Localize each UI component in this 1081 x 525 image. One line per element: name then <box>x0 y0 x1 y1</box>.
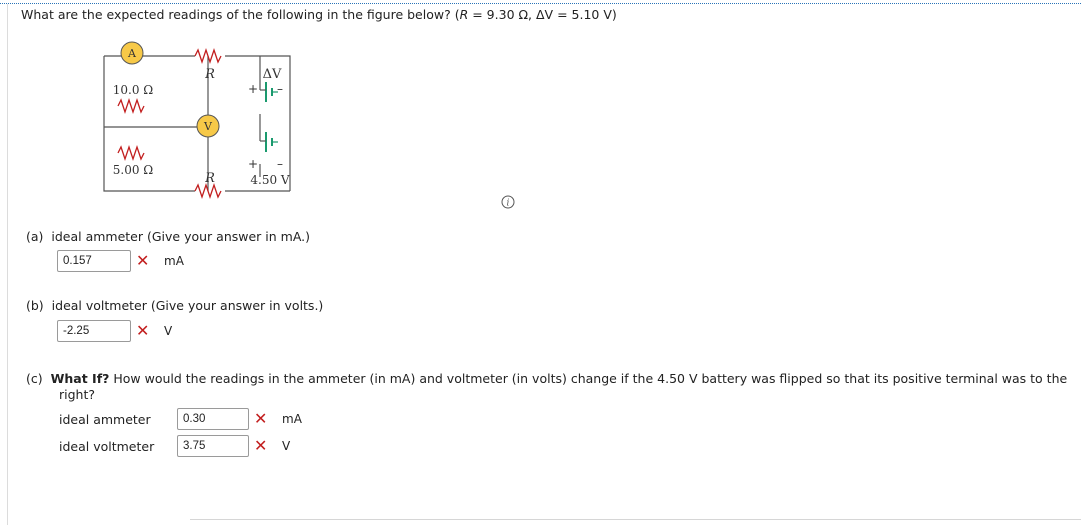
resistor-10-ohm <box>118 100 144 112</box>
part-c-ammeter-unit: mA <box>282 412 302 426</box>
part-c-prompt <box>26 371 1067 386</box>
part-c-text: How would the readings in the ammeter (in mA) and voltmeter (in volts) change if the 4.50 V battery was flipped so that its positive terminal was to the <box>109 371 1068 386</box>
part-c-prompt-line2: right? <box>59 387 96 402</box>
voltmeter-symbol: V <box>204 120 212 133</box>
part-c-voltmeter-label: ideal voltmeter <box>59 439 155 454</box>
bottom-rule <box>190 519 1081 520</box>
part-c-ammeter-wrong-icon: ✕ <box>254 409 268 428</box>
label-5-ohm: 5.00 Ω <box>112 163 154 177</box>
question-text: What are the expected readings of the following in the figure below? (R = 9.30 Ω, ΔV = 5.10 V) <box>21 7 617 22</box>
part-c-voltmeter-unit: V <box>282 439 291 453</box>
part-c-ammeter-label: ideal ammeter <box>59 412 151 427</box>
part-c-voltmeter-input[interactable]: 3.75 <box>177 435 249 457</box>
resistor-5-ohm <box>118 147 144 159</box>
info-icon[interactable] <box>501 195 515 209</box>
label-R-top: R <box>205 67 215 82</box>
circuit-figure <box>100 36 300 211</box>
top-border <box>0 3 1081 4</box>
part-a-text: ideal ammeter (Give your answer in mA.) <box>51 229 311 244</box>
battery-top-minus: – <box>277 82 283 96</box>
part-b-wrong-icon: ✕ <box>136 321 150 340</box>
svg-text:i: i <box>506 198 510 209</box>
ammeter-symbol: A <box>128 47 136 60</box>
battery-bottom-plus: + <box>247 157 259 171</box>
voltmeter-icon <box>197 115 219 137</box>
left-rule <box>7 4 8 525</box>
part-b-text: ideal voltmeter (Give your answer in volts.) <box>51 298 324 313</box>
part-b-answer-input[interactable]: -2.25 <box>57 320 131 342</box>
part-b-unit: V <box>164 324 173 338</box>
ammeter-icon <box>121 42 143 64</box>
label-10-ohm: 10.0 Ω <box>112 83 154 97</box>
battery-bottom-icon <box>260 132 278 152</box>
part-c-ammeter-input[interactable]: 0.30 <box>177 408 249 430</box>
label-R-bottom: R <box>205 171 215 186</box>
part-c-label: (c) <box>26 371 43 386</box>
part-c-voltmeter-wrong-icon: ✕ <box>254 436 268 455</box>
label-delta-v: ΔV <box>262 67 282 82</box>
battery-top-icon <box>260 82 278 102</box>
part-a-answer-input[interactable]: 0.157 <box>57 250 131 272</box>
part-a-prompt <box>26 229 310 244</box>
battery-bottom-minus: – <box>277 157 283 171</box>
part-b-label: (b) <box>26 298 44 313</box>
part-a-label: (a) <box>26 229 44 244</box>
part-b-prompt <box>26 298 323 313</box>
battery-top-plus: + <box>247 82 259 96</box>
part-a-unit: mA <box>164 254 184 268</box>
part-a-wrong-icon: ✕ <box>136 251 150 270</box>
part-c-what-if: What If? <box>50 371 110 386</box>
label-4-50-v: 4.50 V <box>250 173 290 187</box>
